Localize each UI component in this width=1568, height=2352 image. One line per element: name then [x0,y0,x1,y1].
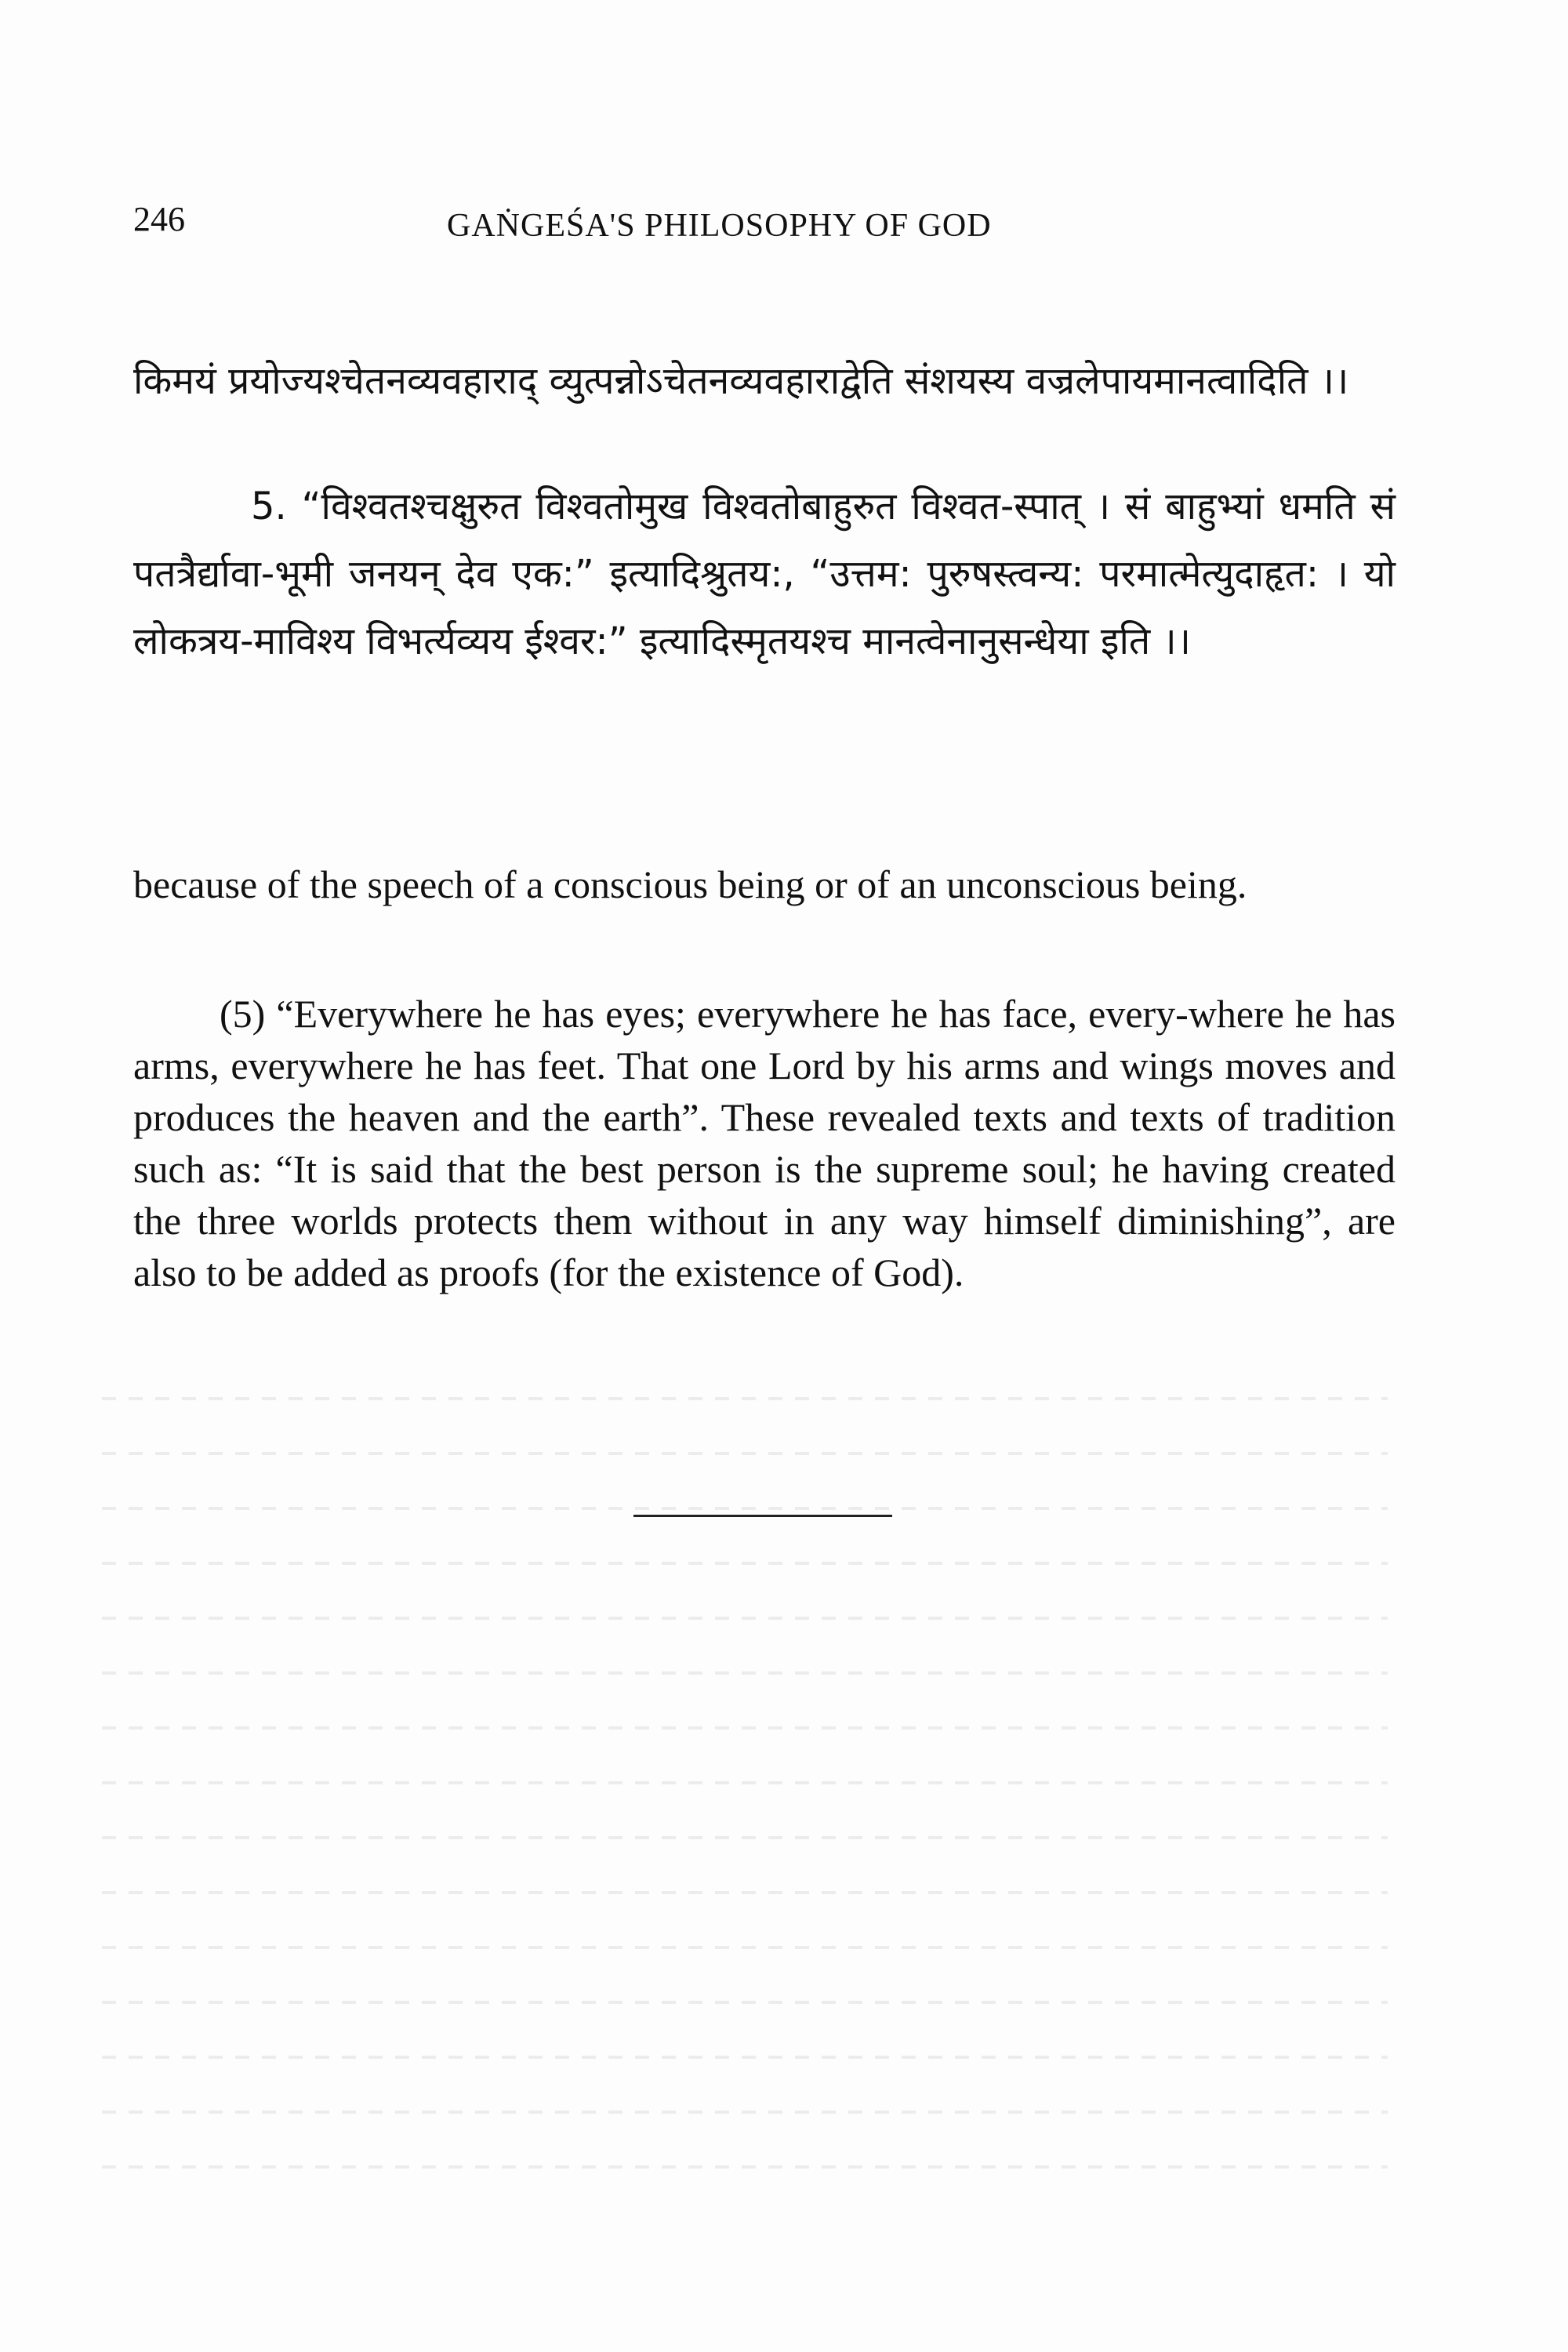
running-title: GAṄGEŚA'S PHILOSOPHY OF GOD [447,208,992,244]
english-paragraph-1: because of the speech of a conscious being or of an unconscious being. [133,862,1247,906]
page-number: 246 [133,200,185,238]
sanskrit-paragraph-2: 5. “विश्वतश्चक्षुरुत विश्वतोमुख विश्वतोबाहुरुत विश्वत-स्पात् । सं बाहुभ्यां धमति सं पतत्रैर्द्यावा-भूमी जनयन् देव एक:” इत्यादिश्रुतय:, “उत्तम: पुरुषस्त्वन्य: परमात्मेत्युदाहृत: । यो लोकत्रय-माविश्य विभर्त्यव्यय ईश्वर:” इत्यादिस्मृतयश्च मानत्वेनानुसन्धेया इति ।। [133,485,1396,663]
english-paragraph-2: (5) “Everywhere he has eyes; everywhere he has face, every-where he has arms, everywhere he has feet. That one Lord by his arms and wings moves and produces the heaven and the earth”. These revealed texts and texts of tradition such as: “It is said that the best person is the supreme soul; he having created the three worlds protects them without in any way himself diminishing”, are also to be added as proofs (for the existence of God). [133,992,1396,1294]
bleed-through-texture [102,1356,1388,2203]
page-header [133,196,1396,251]
sanskrit-paragraph-1: किमयं प्रयोज्यश्चेतनव्यवहाराद् व्युत्पन्नोऽचेतनव्यवहाराद्वेति संशयस्य वज्रलेपायमानत्वादिति ।। [133,359,1349,403]
